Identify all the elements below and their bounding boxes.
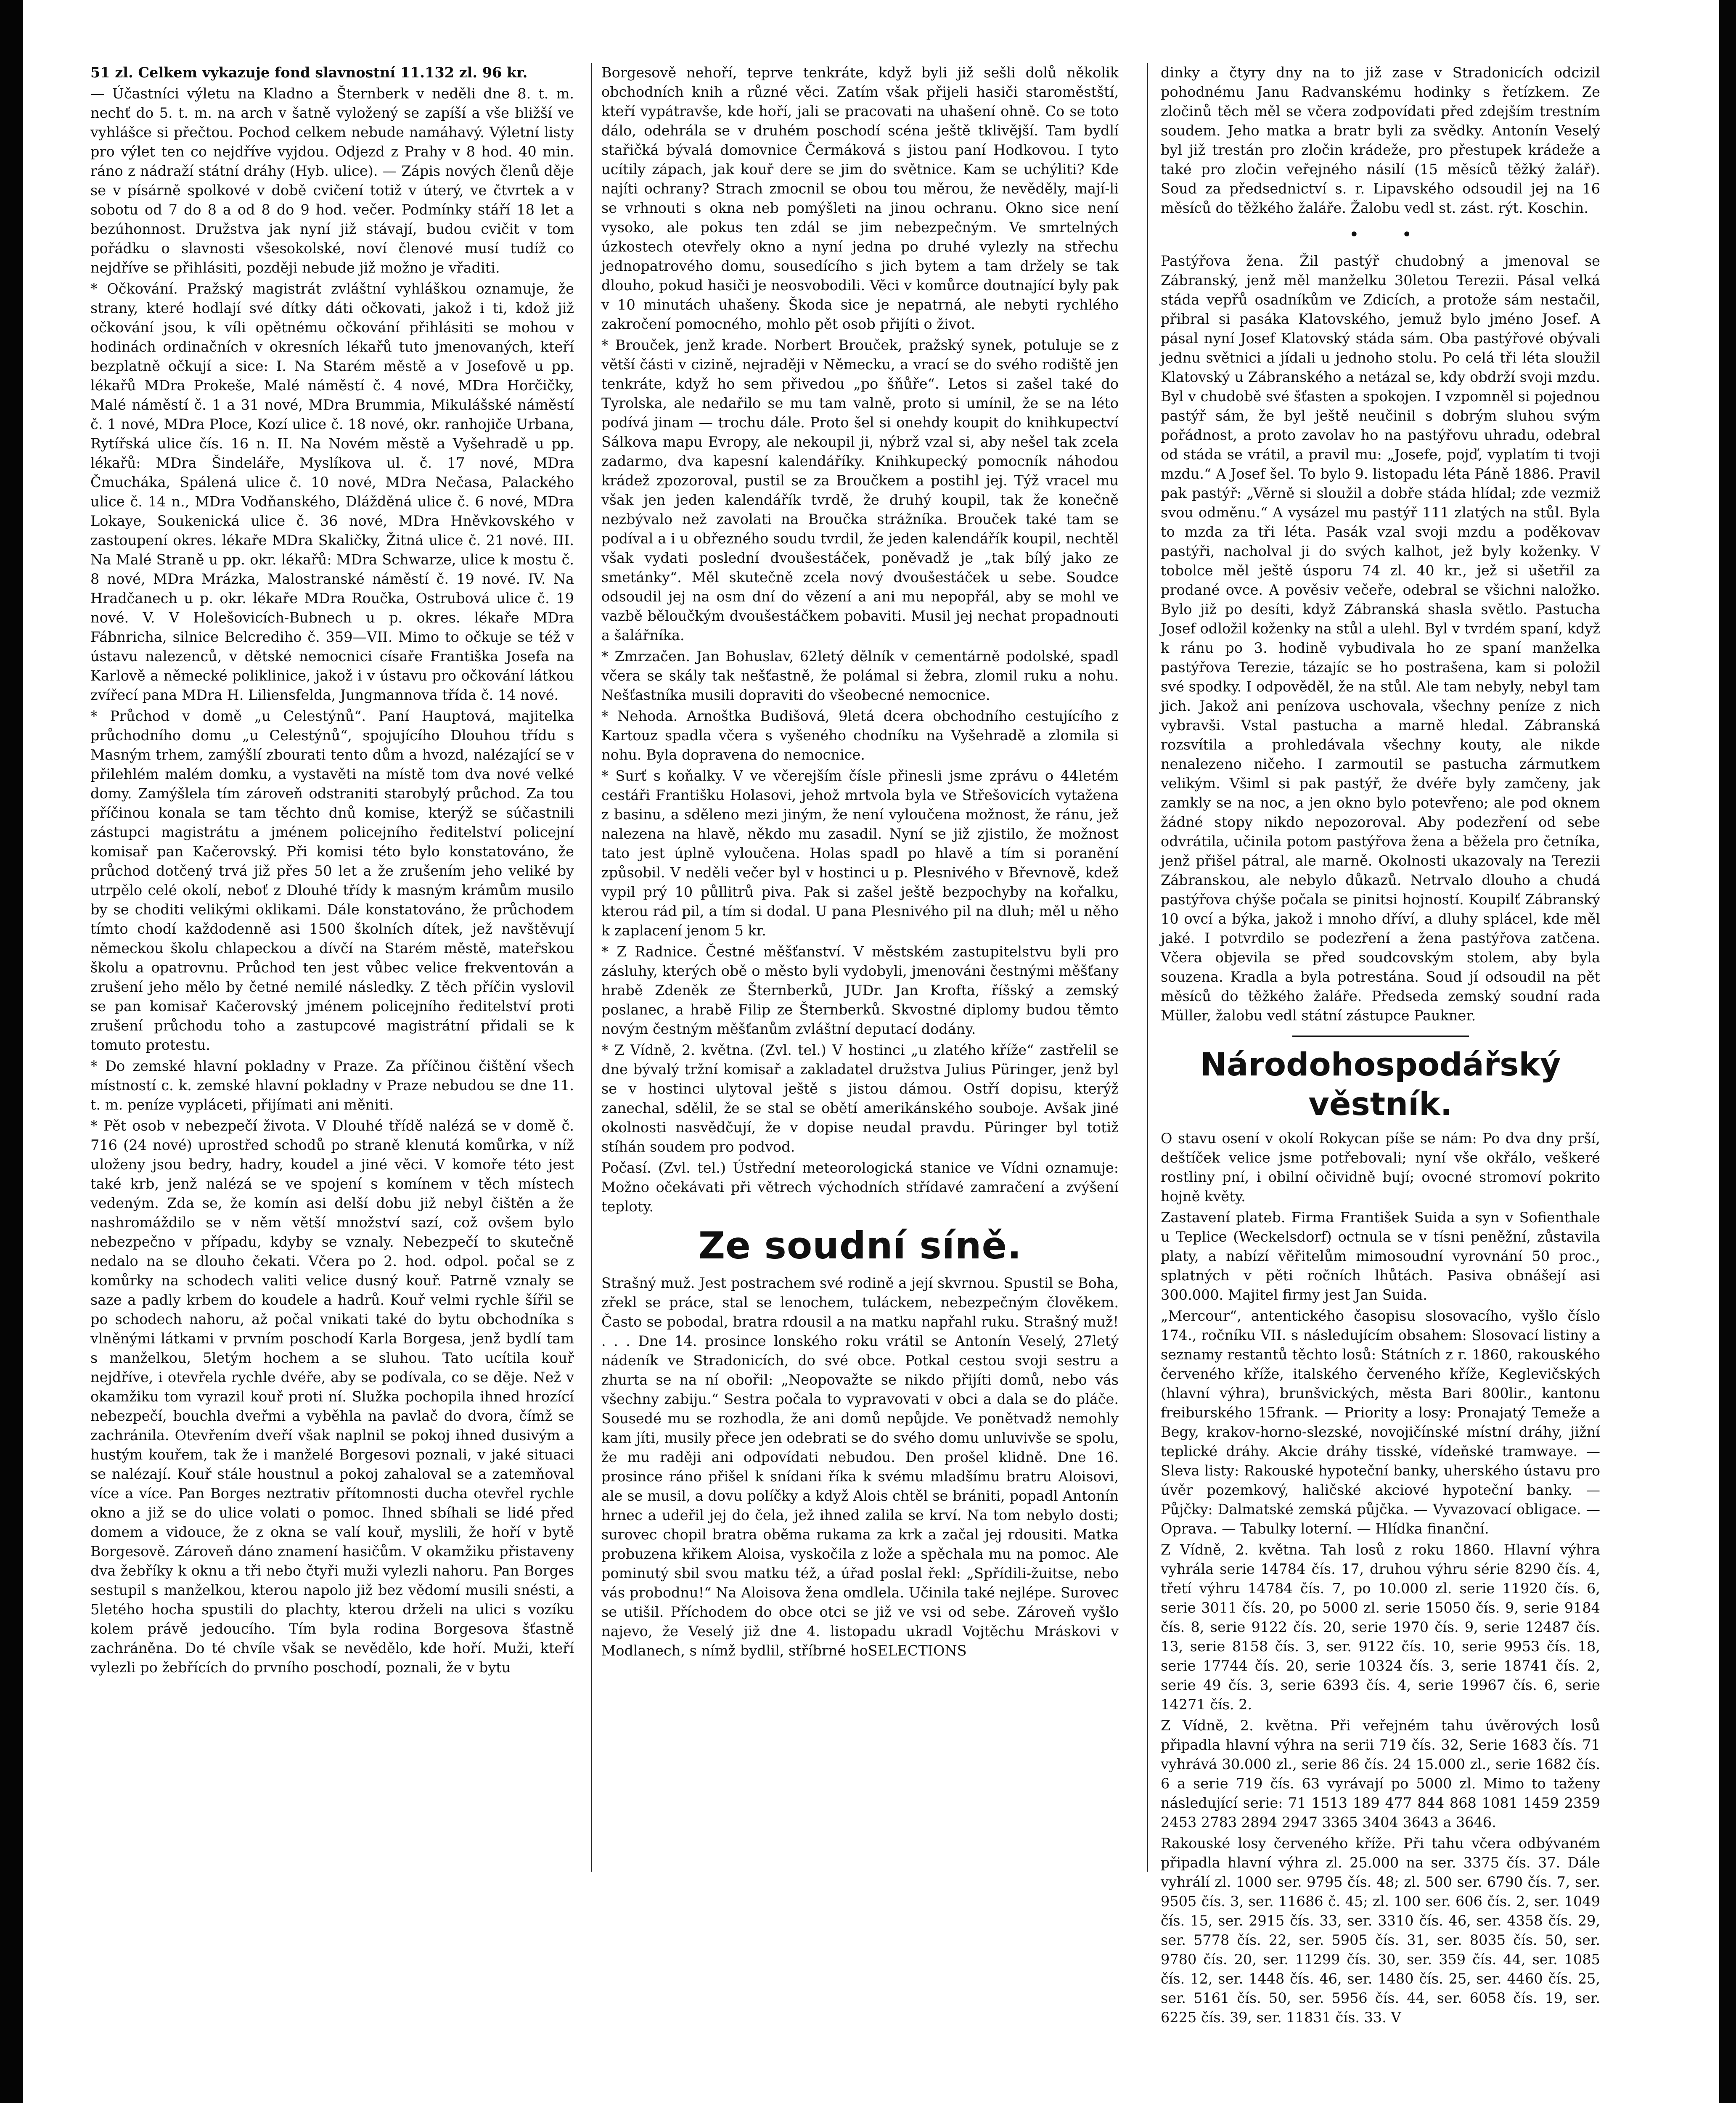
scan-border-right — [1719, 0, 1736, 2103]
column-2 — [601, 63, 1119, 1872]
article-paragraph: * Zmrzačen. Jan Bohuslav, 62letý dělník v cementárně podolské, spadl včera se skály tak nešťastně, že polámal si žebra, zlomil ruku a nohu. Nešťastníka musili dopraviti do všeobecné nemocnice. — [601, 648, 1119, 703]
article-paragraph: O stavu osení v okolí Rokycan píše se nám: Po dva dny prší, deštíček velice jsme potřebovali; nyní vše okřálo, veškeré rostliny pní, i obilní očividně bují; ovocné stromoví pokrito hojně květy. — [1161, 1130, 1600, 1205]
article-paragraph: Rakouské losy červeného kříže. Při tahu včera odbývaném připadla hlavní výhra zl. 25.000 na ser. 3375 čís. 37. Dále vyhrálí zl. 1000 ser. 9795 čís. 48; zl. 500 ser. 6790 čís. 7, ser. 9505 čís. 3, ser. 11686 č. 45; zl. 100 ser. 606 čís. 2, ser. 1049 čís. 15, ser. 2915 čís. 33, ser. 3310 čís. 46, ser. 4358 čís. 29, ser. 5778 čís. 22, ser. 5905 čís. 31, ser. 8035 čís. 50, ser. 9780 čís. 20, ser. 11299 čís. 30, ser. 359 čís. 44, ser. 1085 čís. 12, ser. 1448 čís. 46, ser. 1480 čís. 25, ser. 4460 čís. 25, ser. 5161 čís. 50, ser. 5956 čís. 44, ser. 6058 čís. 19, ser. 6225 čís. 39, ser. 11831 čís. 33. V — [1161, 1835, 1600, 2026]
article-paragraph: * Pět osob v nebezpečí života. V Dlouhé třídě nalézá se v domě č. 716 (24 nové) uprostřed schodů po straně klenutá komůrka, v níž uloženy jsou bedry, hadry, koudel a jiné věci. V komoře této jest také krb, jenž nalézá se ve spojení s komínem v těch místech vedeným. Zda se, že komín asi delší dobu již nebyl čištěn a že nashromáždilo se v něm větší množství sazí, což ovšem bylo nebezpečno v případu, kdyby se vznaly. Nebezpečí to skutečně nedalo na se dlouho čekati. Včera po 2. hod. odpol. počal se z komůrky na schodech valiti velice dusný kouř. Patrně vznaly se saze a padly krbem do koudele a hadrů. Kouř velmi rychle šířil se po schodech nahoru, až počal vnikati také do bytu obchodníka s vlněnými látkami v prvním poschodí Karla Borgesa, jenž bydlí tam s manželkou, 5letým hochem a se sluhou. Tato ucítila kouř nejdříve, i otevřela rychle dvéře, aby se podívala, co se děje. Než v okamžiku tom vyrazil kouř proti ní. Služka pochopila ihned hrozící nebezpečí, bouchla dveřmi a vyběhla na pavlač do dvora, čímž se zachránila. Otevřením dveří však naplnil se pokoj ihned dusivým a hustým kouřem, tak že i manželé Borgesovi poznali, v jaké situaci se nalézají. Kouř stále houstnul a pokoj zahaloval se a zatemňoval více a více. Pan Borges neztrativ přítomnosti ducha otevřel rychle okno a již se do ulice volati o pomoc. Ihned sbíhali se lidé před domem a vidouce, že z okna se valí kouř, myslili, že hoří v bytě Borgesově. Zároveň dáno znamení hasičům. V okamžiku přistaveny dva žebříky k oknu a tři nebo čtyři muži vylezli nahoru. Pan Borges sestupil s manželkou, kterou napolo již bez vědomí musili snésti, a 5letého hocha spustili do plachty, kterou drželi na ulici s vozíku kolem právě jedoucího. Tím byla rodina Borgesova šťastně zachráněna. Do té chvíle však se nevědělo, kde hoří. Muži, kteří vylezli po žebřících do prvního poschodí, poznali, že v bytu — [90, 1118, 574, 1676]
article-paragraph: * Do zemské hlavní pokladny v Praze. Za příčinou čištění všech místností c. k. zemské hlavní pokladny v Praze nebudou se dne 11. t. m. peníze vypláceti, přijímati ani měniti. — [90, 1058, 574, 1113]
article-paragraph: Zastavení plateb. Firma František Suida a syn v Sofienthale u Teplice (Weckelsdorf) octnula se v tísni peněžní, zůstavila platy, a nabízí věřitelům mimosoudní vyrovnání 50 proc., splatných v pěti ročních lhůtách. Pasiva obnášejí asi 300.000. Majitel firmy jest Jan Suida. — [1161, 1209, 1600, 1303]
article-paragraph: * Brouček, jenž krade. Norbert Brouček, pražský synek, potuluje se z větší části v cizině, nejraději v Německu, a vrací se do svého rodiště jen tenkráte, když ho sem přivedou „po šňůře“. Letos si zašel také do Tyrolska, ale nedařilo se mu tam valně, proto si umínil, že se na léto podívá jinam — trochu dále. Proto šel si onehdy koupit do knihkupectví Sálkova mapu Evropy, ale nekoupil ji, nýbrž vzal si, aby nešel tak zcela zadarmo, dva kapesní kalendáříky. Knihkupecký pomocník náhodou krádež zpozoroval, pustil se za Broučkem a postihl jej. Týž vracel mu však jen jeden kalendářík tvrdě, že druhý koupil, tak že konečně nezbývalo než zavolati na Broučka strážníka. Brouček také tam se podíval a i u obřezného soudu tvrdil, že jeden kalendářík koupil, nechtěl však vydati poslední dvoušestáček, poněvadž je „tak bílý jako ze smetánky“. Měl skutečně zcela nový dvoušestáček u sebe. Soudce odsoudil jej na osm dní do vězení a ani mu nepopřál, aby se mohl ve vazbě běloučkým dvoušestáčkem pobaviti. Musil jej nechat propadnouti a šalářníka. — [601, 337, 1119, 644]
separator-star: • • — [1349, 225, 1412, 244]
article-paragraph: Z Vídně, 2. května. Tah losů z roku 1860. Hlavní výhra vyhrála serie 14784 čís. 17, druhou výhru série 8290 čís. 4, třetí výhru 14784 čís. 7, po 10.000 zl. serie 11920 čís. 6, serie 3011 čís. 20, po 5000 zl. serie 15050 čís. 9, serie 9184 čís. 8, serie 9122 čís. 20, serie 1970 čís. 9, serie 12487 čís. 13, serie 8158 čís. 3, ser. 9122 čís. 10, serie 9953 čís. 18, serie 17744 čís. 20, serie 10324 čís. 3, serie 18741 čís. 2, serie 49 čís. 3, serie 6393 čís. 4, serie 19967 čís. 6, serie 14271 čís. 2. — [1161, 1541, 1600, 1713]
article-paragraph: * Z Radnice. Čestné měšťanství. V městském zastupitelstvu byli pro zásluhy, kterých obě o město byli vydobyli, jmenováni čestnými měšťany hrabě Zdeněk ze Šternberků, JUDr. Jan Krofta, říšský a zemský poslanec, a hrabě Filip ze Šternberků. Skvostné diplomy budou těmto novým čestným měšťanům zvláštní deputací dodány. — [601, 943, 1119, 1037]
section-rule — [1292, 1036, 1469, 1037]
article-paragraph: * Nehoda. Arnoštka Budišová, 9letá dcera obchodního cestujícího z Kartouz spadla včera s vyšeného chodníku na Vyšehradě a zlomila si nohu. Byla dopravena do nemocnice. — [601, 708, 1119, 763]
article-paragraph: dinky a čtyry dny na to již zase v Stradonicích odcizil pohodnému Janu Radvanskému hodinky s řetízkem. Ze zločinů těch měl se včera zodpovídati před zdejším trestním soudem. Jeho matka a bratr byli za svědky. Antonín Veselý byl již trestán pro zločin krádeže, pro přestupek krádeže a také pro zločin veřejného násilí (15 měsíců těžký žalář). Soud za předsednictví s. r. Lipavského odsoudil jej na 16 měsíců do těžkého žaláře. Žalobu vedl st. zást. rýt. Koschin. — [1161, 64, 1600, 216]
court-section-heading: Ze soudní síně. — [698, 1224, 1022, 1267]
article-paragraph: „Mercour“, antentického časopisu slosovacího, vyšlo číslo 174., ročníku VII. s následujícím obsahem: Slosovací listiny a seznamy restantů těchto losů: Státních z r. 1860, rakouského červeného kříže, italského červeného kříže, Keglevičských (hlavní výhra), brunšvických, města Bari 800lir., kantonu freiburského 15frank. — Priority a losy: Pronajatý Temeže a Begy, krakov-horno-slezské, novojičínské místní dráhy, jižní teplické dráhy. Akcie dráhy tisské, vídeňské tramwaye. — Sleva listy: Rakouské hypoteční banky, uherského ústavu pro úvěr pozemkový, haličské akciové hypoteční banky. — Půjčky: Dalmatské zemská půjčka. — Vyvazovací obligace. — Oprava. — Tabulky loterní. — Hlídka finanční. — [1161, 1308, 1600, 1537]
newspaper-page — [90, 63, 1600, 2026]
weather-paragraph: Počasí. (Zvl. tel.) Ústřední meteorologická stanice ve Vídni oznamuje: Možno očekávati při větrech východních střídavé zamračení a zvýšení teploty. — [601, 1160, 1119, 1215]
article-paragraph: Z Vídně, 2. května. Při veřejném tahu úvěrových losů připadla hlavní výhra na serii 719 čís. 32, Serie 1683 čís. 71 vyhrává 30.000 zl., serie 86 čís. 24 15.000 zl., serie 1682 čís. 6 a serie 719 čís. 63 vyrávají po 5000 zl. Mimo to taženy následující serie: 71 1513 189 477 844 868 1081 1459 2359 2453 2783 2894 2947 3365 3404 3643 a 3646. — [1161, 1717, 1600, 1830]
article-paragraph: Borgesově nehoří, teprve tenkráte, když byli již sešli dolů několik obchodních knih a různé věci. Zatím však přijeli hasiči staroměstští, kteří vypátravše, kde hoří, jali se pracovati na uhašení ohně. Co se toto dálo, odehrála se v druhém poschodí scéna ještě tklivější. Tam bydlí stařičká bývalá domovnice Čermáková s jistou paní Hodkovou. I tyto ucítily zápach, jak kouř dere se jim do světnice. Kam se uchýliti? Kde najíti ochrany? Strach zmocnil se obou tou měrou, že nevěděly, mají-li se vrhnouti s okna neb pomýšleti na jinou ochranu. Okno sice není vysoko, ale pokus ten zdál se jim nebezpečným. Ve smrtelných úzkostech otevřely okno a nyní jedna po druhé vylezly na střechu jednopatrového domu, sousedícího s jich bytem a tam držely se tak dlouho, pokud hasiči je neosvobodili. Věci v komůrce doutnající byly pak v 10 minutách uhašeny. Škoda sice je nepatrná, ale nebyti rychlého zakročení pomocného, mohlo pět osob přijíti o život. — [601, 64, 1119, 332]
article-paragraph: * Očkování. Pražský magistrát zvláštní vyhláškou oznamuje, že strany, které hodlají své dítky dáti očkovati, jakož i ti, kdož již očkování jsou, k víli opětnému očkování přihlásiti se mohou v hodinách ordinačních v okresních lékařů tuto jmenovaných, kteří bezplatně očkují a sice: I. Na Starém městě a v Josefově u pp. lékařů MDra Prokeše, Malé náměstí č. 4 nové, MDra Horčičky, Malé náměstí č. 1 a 31 nové, MDra Brummia, Mikulášské náměstí č. 1 nové, MDra Ploce, Kozí ulice č. 18 nové, okr. ranhojiče Urbana, Rytířská ulice čís. 16 n. II. Na Novém městě a Vyšehradě u pp. lékařů: MDra Šindeláře, Myslíkova ul. č. 17 nové, MDra Čmucháka, Spálená ulice č. 10 nové, MDra Nečasa, Palackého ulice č. 14 n., MDra Vodňanského, Dlážděná ulice č. 6 nové, MDra Lokaye, Soukenická ulice č. 36 nové, MDra Hněvkovského v zastoupení okres. lékaře MDra Skaličky, Žitná ulice č. 21 nové. III. Na Malé Straně u pp. okr. lékařů: MDra Schwarze, ulice k mostu č. 8 nové, MDra Mrázka, Malostranské náměstí č. 19 nové. IV. Na Hradčanech u p. okr. lékaře MDra Roučka, Ostrubová ulice č. 19 nové. V. V Holešovicích-Bubnech u p. okres. lékaře MDra Fábnricha, silnice Belcrediho č. 359—VII. Mimo to očkuje se též v ústavu nalezenců, v dětské nemocnici císaře Františka Josefa na Karlově a německé poliklinice, jakož i v ústavu pro očkování látkou zvířecí pana MDra H. Liliensfelda, Jungmannova třída č. 14 nové. — [90, 281, 574, 703]
article-paragraph: * Z Vídně, 2. května. (Zvl. tel.) V hostinci „u zlatého kříže“ zastřelil se dne bývalý tržní komisař a zakladatel družstva Julius Püringer, jenž byl se v hostinci ulytoval ještě s jistou dámou. Ostří dopisu, kterýž zanechal, sdělil, že se stal se obětí amerikánského souboje. Avšak jiné okolnosti nasvědčují, že v dopise neudal pravdu. Püringer byl totiž stíhán soudem pro podvod. — [601, 1042, 1119, 1155]
scan-border-left — [0, 0, 23, 2103]
column-divider — [1147, 63, 1148, 1872]
article-paragraph: Strašný muž. Jest postrachem své rodině a její skvrnou. Spustil se Boha, zřekl se práce, stal se lenochem, tuláckem, nebezpečným člověkem. Často se pobodal, bratra rdousil a na matku napřahl ruku. Strašný muž! . . . Dne 14. prosince lonského roku vrátil se Antonín Veselý, 27letý nádeník ve Stradonicích, do své obce. Potkal cestou svoji sestru a zhurta se na ní obořil: „Neopovažte se nikdo přijíti domů, nebo vás všechny zabiju.“ Sestra počala to vypravovati v obci a dala se do pláče. Sousedé mu se rozhodla, že ani domů nepůjde. Ve ponětvadž nemohly kam jíti, musily přece jen odebrati se do svého domu unluvivše se spolu, že mu raději ani odpovídati nebudou. Den prošel klidně. Dne 16. prosince ráno přišel k snídani říka k svému mladšímu bratru Aloisovi, ale se musil, a dovu políčky a když Alois chtěl se brániti, popadl Antonín hrnec a udeřil jej do čela, jež ihned zalila se krví. Na tom nebylo dosti; surovec chopil bratra oběma rukama za krk a začal jej rdousiti. Matka probuzena křikem Aloisa, vyskočila z lože a spěchala mu na pomoc. Ale pominutý sbil svou matku též, a úřad poslal řekl: „Spřídili-žuitse, nebo vás probodnu!“ Na Aloisova žena omdlela. Učinila také nejlépe. Surovec se utišil. Příchodem do obce otci se již ve vsi od sebe. Zároveň vyšlo najevo, že Veselý již dne 4. listopadu ukradl Vojtěchu Mráskovi v Modlanech, s nímž bydlil, stříbrné hoSELECTIONS — [601, 1275, 1119, 1659]
article-paragraph: — Účastníci výletu na Kladno a Šternberk v neděli dne 8. t. m. nechť do 5. t. m. na arch v šatně vyložený se zapíší a vše bližší ve vyhlášce si přečtou. Pochod celkem nebude namáhavý. Výletní listy pro výlet ten co nejdříve vyjdou. Odjezd z Prahy v 8 hod. 40 min. ráno z nádraží státní dráhy (Hyb. ulice). — Zápis nových členů děje se v písárně spolkové v době cvičení totiž v úterý, ve čtvrtek a v sobotu od 7 do 8 a od 8 do 9 hod. večer. Podmínky stáří 18 let a bezúhonnost. Družstva jak nyní již stávají, budou cvičit v tom pořádku o slavnosti všesokolské, noví členové musí tudíž co nejdříve se přihlásiti, později nebude již možno je vřaditi. — [90, 85, 574, 276]
column-divider — [591, 63, 592, 1872]
column-1 — [90, 63, 574, 1872]
article-paragraph: * Průchod v domě „u Celestýnů“. Paní Hauptová, majitelka průchodního domu „u Celestýnů“, spojujícího Dlouhou třídu s Masným trhem, zamýšlí zbourati tento dům a hvozd, nalézající se v přilehlém malém domku, a vystavěti na místě tom dva nové velké domy. Zamýšlela tím zároveň odstraniti starobylý průchod. Za tou příčinou konala se tam těchto dnů komise, kterýž se súčastnili zástupci magistrátu a jménem policejního ředitelství policejní komisař pan Kačerovský. Při komisi této bylo konstatováno, že průchod dotčený trvá již přes 50 let a že zrušením jeho veliké by utrpělo celé okolí, neboť z Dlouhé třídy k masným krámům musilo by se choditi velikými oklikami. Dále konstatováno, že průchodem tímto chodí každodenně asi 1500 školních dítek, jež navštěvují německou školu chlapeckou a dívčí na Starém městě, mateřskou školu a opatrovnu. Průchod ten jest vůbec velice frekventován a zrušení jeho mělo by četné nemilé následky. Z těch příčin vyslovil se pan komisař Kačerovský jménem policejního ředitelství proti zrušení průchodu toho a zastupcové magistrátní přidali se k tomuto protestu. — [90, 708, 574, 1053]
article-paragraph: Pastýřova žena. Žil pastýř chudobný a jmenoval se Zábranský, jenž měl manželku 30letou Terezii. Pásal velká stáda vepřů osadníkům ve Zdicích, a protože sám nestačil, přibral si pasáka Klatovského, jemuž bylo jméno Josef. A pásal nyní Josef Klatovský stáda sám. Oba pastýřové obývali jednu světnici a jídali u jednoho stolu. Po celá tři léta sloužil Klatovský u Zábranského a netázal se, kdy obdrží svoji mzdu. Byl v chudobě své šťasten a spokojen. I vzpomněl si pojednou pastýř sám, že byl ještě neučinil s dobrým sluhou svým pořádnost, a proto zavolav ho na pastýřovu uhradu, odebral od stáda se vrátil, a pravil mu: „Josefe, pojď, vyplatím ti tvoji mzdu.“ A Josef šel. To bylo 9. listopadu léta Páně 1886. Pravil pak pastýř: „Věrně si sloužil a dobře stáda hlídal; zde vezmiž svou odměnu.“ A vysázel mu pastýř 111 zlatých na stůl. Byla to mzda za tři léta. Pasák vzal svoji mzdu a poděkovav pastýři, nacholval ji do svých kalhot, jež byly koženky. V tobolce měl ještě úsporu 74 zl. 40 kr., jež si ušetřil za prodané ovce. A pověsiv večeře, odebral se všichni naložko. Bylo již po desíti, když Zábranská shasla světlo. Pastucha Josef odložil koženky na stůl a ulehl. Byl v tvrdém spaní, když k ránu po 3. hodině vybudivala ho ze spaní manželka pastýřova Terezie, tázajíc se ho postrašena, kam si položil své spodky. I odpověděl, že na stůl. Ale tam nebyly, nebyl tam jich. Jakož ani penízova uschovala, všechny peníze z nich vybravši. Vstal pastucha a marně hledal. Zábranská rozsvítila a prohledávala všechny kouty, ale nikde nenalezeno ničeho. I zarmoutil se pastucha zármutkem velikým. Všiml si pak pastýř, že dvéře byly zamčeny, jak zamkly se na noc, a jen okno bylo potevřeno; ale pod oknem žádné stopy nikdo nepozoroval. Aby podezření od sebe odvrátila, učinila potom pastýřova žena a běžela pro četníka, jenž přišel pátral, ale marně. Okolnosti ukazovaly na Terezii Zábranskou, ale nebylo důkazů. Netrvalo dlouho a chudá pastýřova chýše počala se pinitsi hojností. Koupilť Zábranský 10 ovcí a býka, jakož i mnoho dříví, a dluhy splácel, kde měl jaké. I potvrdilo se podezření a žena pastýřova zatčena. Včera objevila se před soudcovským stolem, aby byla souzena. Kradla a byla potrestána. Soud jí odsoudil na pět měsíců do těžkého žaláře. Předseda zemský soudní rada Müller, žalobu vedl státní zástupce Paukner. — [1161, 253, 1600, 1024]
economy-section-heading: Národohospodářský věstník. — [1200, 1046, 1561, 1123]
article-paragraph: * Surť s koňalky. V ve včerejším čísle přinesli jsme zprávu o 44letém cestáři Františku Holasovi, jehož mrtvola byla ve Střešovicích vytažena z basinu, a sděleno mezi jiným, že není vyloučena možnost, že ránu, jež nalezena na hlavě, někdo mu zasadil. Nyní se již zjistilo, že možnost tato jest úplně vyloučena. Holas spadl po hlavě a tím si poranění způsobil. V neděli večer byl v hostinci u p. Plesnivého v Břevnově, kdež vypil prý 10 půllitrů piva. Pak si zašel ještě bezpochyby na kořalku, kterou rád pil, a tím si dodal. U pana Plesnivého pil na dluh; měl u něho k zaplacení jenom 5 kr. — [601, 768, 1119, 939]
column-3 — [1161, 63, 1600, 2026]
article-paragraph: 51 zl. Celkem vykazuje fond slavnostní 11.132 zl. 96 kr. — [90, 64, 528, 81]
